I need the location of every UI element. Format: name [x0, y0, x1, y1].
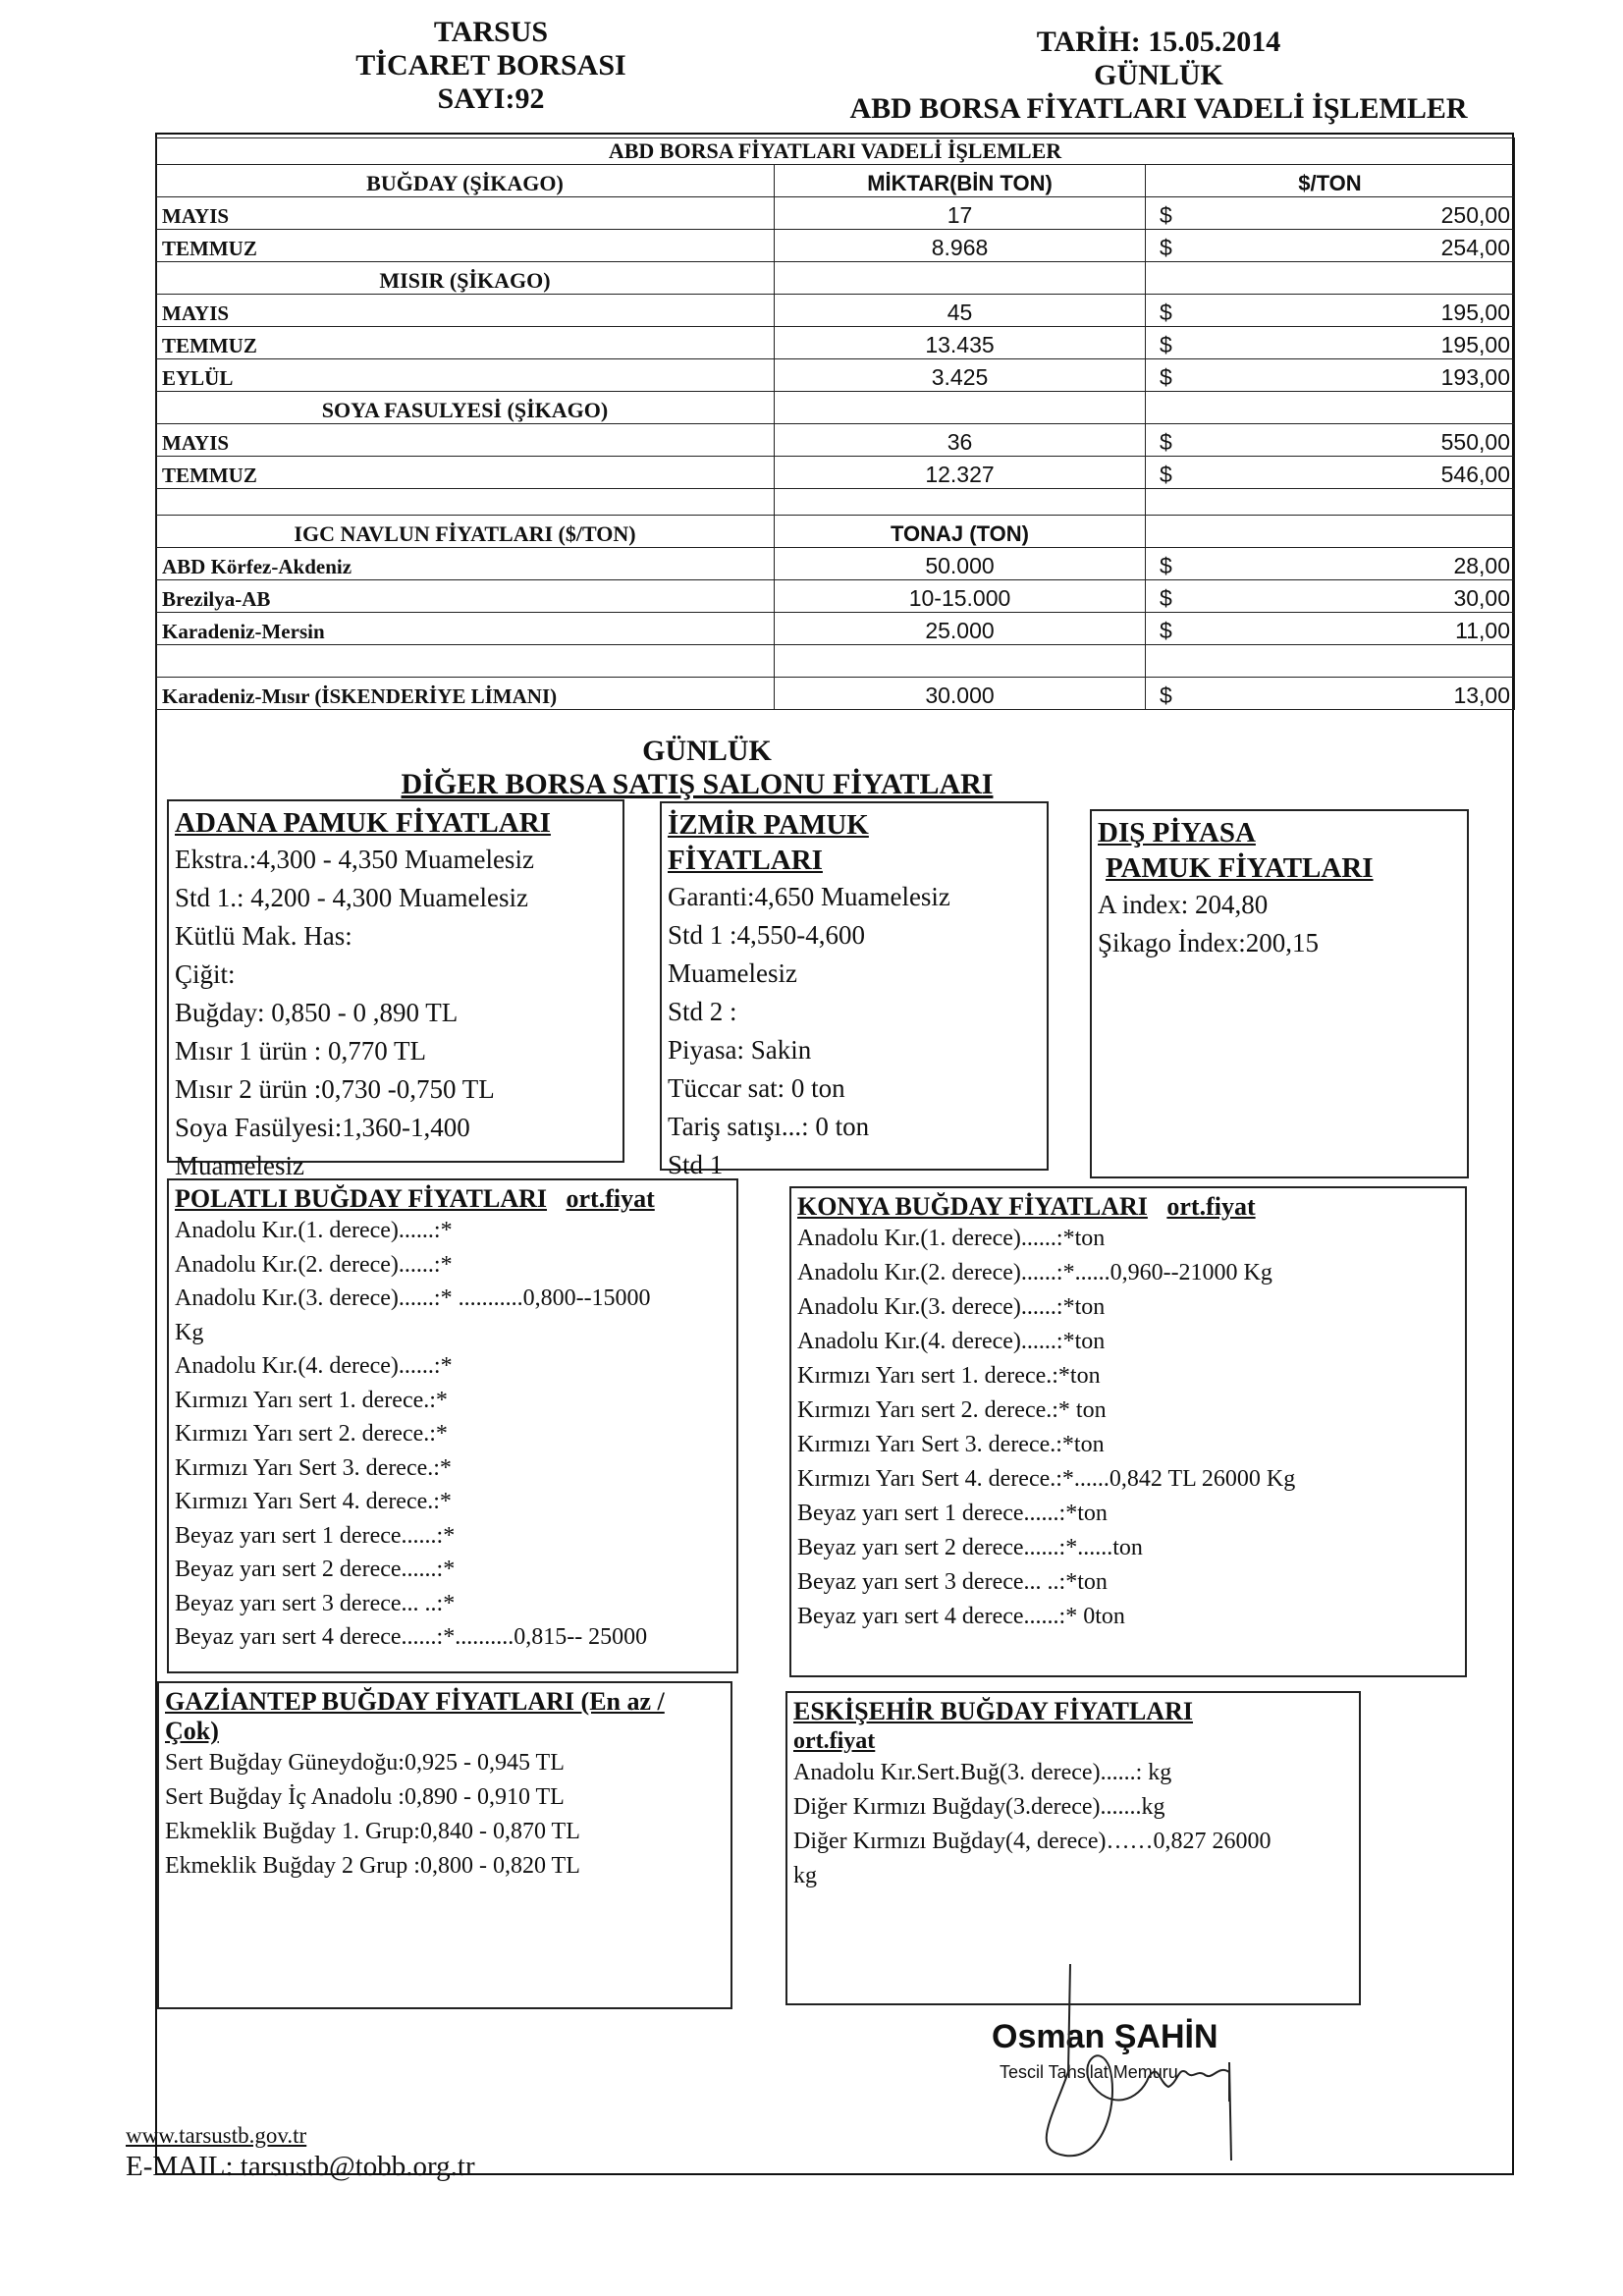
column-header-price: $/TON [1146, 165, 1515, 197]
polatli-header [175, 1184, 730, 1214]
konya-line: Kırmızı Yarı sert 2. derece.:* ton [797, 1397, 1107, 1423]
table-title: ABD BORSA FİYATLARI VADELİ İŞLEMLER [156, 138, 1515, 165]
adana-line: Mısır 1 ürün : 0,770 TL [175, 1036, 426, 1066]
currency: $ [1160, 683, 1172, 708]
date: TARİH: 15.05.2014 [1036, 26, 1281, 58]
price-value: 13,00 [1453, 683, 1510, 708]
polatli-line: Kg [175, 1319, 204, 1345]
polatli-line: Beyaz yarı sert 4 derece......:*..........0,815-- 25000 [175, 1624, 648, 1650]
price-value: 28,00 [1453, 553, 1510, 578]
header-left-line: SAYI:92 [437, 82, 545, 115]
table-row [156, 645, 1515, 678]
signer-title: Tescil Tahsilat Memuru [1000, 2062, 1178, 2082]
empty-cell [1146, 489, 1515, 516]
price-value: 254,00 [1440, 235, 1510, 260]
currency: $ [1160, 429, 1172, 455]
gaziantep-box [157, 1681, 732, 2009]
table-row [156, 424, 1515, 457]
currency: $ [1160, 235, 1172, 260]
adana-line: Ekstra.:4,300 - 4,350 Muamelesiz [175, 845, 534, 874]
konya-line: Kırmızı Yarı Sert 4. derece.:*......0,842 TL 26000 Kg [797, 1466, 1296, 1492]
konya-box [789, 1186, 1467, 1677]
table-row [156, 516, 1515, 548]
header-right [805, 26, 1512, 126]
gunluk-title: GÜNLÜK [642, 735, 772, 767]
polatli-line: Kırmızı Yarı Sert 4. derece.:* [175, 1489, 452, 1514]
empty-cell [775, 489, 1146, 516]
izmir-title: İZMİR PAMUK [668, 809, 869, 841]
konya-line: Anadolu Kır.(2. derece)......:*......0,960--21000 Kg [797, 1260, 1272, 1285]
row-price [1146, 230, 1515, 262]
gaziantep-line: Sert Buğday İç Anadolu :0,890 - 0,910 TL [165, 1784, 565, 1810]
row-amount: 17 [775, 197, 1146, 230]
currency: $ [1160, 364, 1172, 390]
futures-table [155, 137, 1515, 710]
izmir-line: Piyasa: Sakin [668, 1035, 812, 1065]
adana-line: Mısır 2 ürün :0,730 -0,750 TL [175, 1074, 495, 1104]
row-amount: 45 [775, 295, 1146, 327]
izmir-line: Std 1 :4,550-4,600 [668, 920, 866, 950]
konya-note: ort.fiyat [1166, 1192, 1256, 1221]
row-price [1146, 327, 1515, 359]
table-title-row [156, 138, 1515, 165]
empty-cell [775, 262, 1146, 295]
table-row [156, 295, 1515, 327]
row-amount: 30.000 [775, 678, 1146, 710]
diger-borsa-text: DİĞER BORSA SATIŞ SALONU FİYATLARI [401, 768, 994, 800]
currency: $ [1160, 202, 1172, 228]
adana-line: Std 1.: 4,200 - 4,300 Muamelesiz [175, 883, 528, 912]
konya-line: Beyaz yarı sert 1 derece......:*ton [797, 1501, 1108, 1526]
adana-line: Çiğit: [175, 959, 236, 989]
row-label: TEMMUZ [156, 457, 775, 489]
price-value: 193,00 [1440, 364, 1510, 390]
price-value: 195,00 [1440, 300, 1510, 325]
row-amount: 8.968 [775, 230, 1146, 262]
gaziantep-line: Ekmeklik Buğday 1. Grup:0,840 - 0,870 TL [165, 1819, 580, 1844]
header-right-line: ABD BORSA FİYATLARI VADELİ İŞLEMLER [849, 92, 1468, 125]
price-value: 250,00 [1440, 202, 1510, 228]
polatli-line: Anadolu Kır.(1. derece)......:* [175, 1218, 453, 1243]
izmir-line: Tariş satışı...: 0 ton [668, 1112, 870, 1141]
row-amount: 12.327 [775, 457, 1146, 489]
row-label: Karadeniz-Mersin [156, 613, 775, 645]
empty-cell [1146, 516, 1515, 548]
empty-cell [1146, 645, 1515, 678]
table-row [156, 197, 1515, 230]
eskisehir-line: kg [793, 1863, 817, 1888]
izmir-line: Std 1 [668, 1150, 724, 1179]
konya-line: Anadolu Kır.(1. derece)......:*ton [797, 1226, 1106, 1251]
row-label: TEMMUZ [156, 230, 775, 262]
table-row [156, 489, 1515, 516]
empty-cell [775, 392, 1146, 424]
row-amount: 10-15.000 [775, 580, 1146, 613]
konya-line: Kırmızı Yarı sert 1. derece.:*ton [797, 1363, 1101, 1389]
price-value: 550,00 [1440, 429, 1510, 455]
row-price [1146, 548, 1515, 580]
table-row [156, 165, 1515, 197]
currency: $ [1160, 332, 1172, 357]
table-row [156, 230, 1515, 262]
table-row [156, 392, 1515, 424]
dis-line: A index: 204,80 [1098, 890, 1269, 919]
row-amount: 50.000 [775, 548, 1146, 580]
table-row [156, 327, 1515, 359]
gaziantep-title: GAZİANTEP BUĞDAY FİYATLARI (En az / [165, 1687, 665, 1716]
dis-line: Şikago İndex:200,15 [1098, 928, 1319, 957]
row-price [1146, 295, 1515, 327]
konya-line: Anadolu Kır.(4. derece)......:*ton [797, 1329, 1106, 1354]
empty-cell [1146, 262, 1515, 295]
column-header-miktar: MİKTAR(BİN TON) [775, 165, 1146, 197]
section-title: BUĞDAY (ŞİKAGO) [156, 165, 775, 197]
currency: $ [1160, 618, 1172, 643]
dis-title: PAMUK FİYATLARI [1106, 852, 1374, 884]
currency: $ [1160, 585, 1172, 611]
polatli-title: POLATLI BUĞDAY FİYATLARI [175, 1184, 548, 1213]
polatli-line: Beyaz yarı sert 2 derece......:* [175, 1557, 456, 1582]
row-label: MAYIS [156, 424, 775, 457]
section-title: IGC NAVLUN FİYATLARI ($/TON) [156, 516, 775, 548]
row-amount: 3.425 [775, 359, 1146, 392]
row-label: MAYIS [156, 295, 775, 327]
price-value: 11,00 [1455, 618, 1510, 643]
eskisehir-line: Diğer Kırmızı Buğday(3.derece).......kg [793, 1794, 1165, 1820]
row-amount: 36 [775, 424, 1146, 457]
table-row [156, 580, 1515, 613]
empty-cell [156, 489, 775, 516]
gaziantep-title: Çok) [165, 1717, 219, 1745]
row-amount: 25.000 [775, 613, 1146, 645]
eskisehir-title: ESKİŞEHİR BUĞDAY FİYATLARI [793, 1697, 1193, 1725]
gaziantep-line: Ekmeklik Buğday 2 Grup :0,800 - 0,820 TL [165, 1853, 580, 1879]
row-label: MAYIS [156, 197, 775, 230]
table-row [156, 613, 1515, 645]
section-title: SOYA FASULYESİ (ŞİKAGO) [156, 392, 775, 424]
table-row [156, 457, 1515, 489]
izmir-line: Tüccar sat: 0 ton [668, 1073, 845, 1103]
adana-box [167, 799, 624, 1180]
row-label: EYLÜL [156, 359, 775, 392]
footer-web[interactable]: www.tarsustb.gov.tr [126, 2123, 307, 2148]
table-row [156, 548, 1515, 580]
currency: $ [1160, 462, 1172, 487]
polatli-line: Anadolu Kır.(4. derece)......:* [175, 1353, 453, 1379]
price-value: 30,00 [1453, 585, 1510, 611]
row-label: ABD Körfez-Akdeniz [156, 548, 775, 580]
row-label: TEMMUZ [156, 327, 775, 359]
adana-line: Buğday: 0,850 - 0 ,890 TL [175, 998, 459, 1027]
row-price [1146, 613, 1515, 645]
price-value: 546,00 [1440, 462, 1510, 487]
konya-line: Kırmızı Yarı Sert 3. derece.:*ton [797, 1432, 1105, 1457]
polatli-line: Kırmızı Yarı sert 1. derece.:* [175, 1387, 448, 1413]
row-price [1146, 424, 1515, 457]
konya-line: Anadolu Kır.(3. derece)......:*ton [797, 1294, 1106, 1320]
adana-line: Muamelesiz [175, 1151, 304, 1180]
signature-scribble [1011, 1954, 1257, 2170]
izmir-line: Muamelesiz [668, 958, 797, 988]
signer-name: Osman ŞAHİN [992, 2018, 1218, 2055]
empty-cell [1146, 392, 1515, 424]
polatli-line: Anadolu Kır.(2. derece)......:* [175, 1251, 453, 1278]
konya-header [797, 1192, 1459, 1222]
polatli-line: Kırmızı Yarı sert 2. derece.:* [175, 1421, 448, 1447]
konya-line: Beyaz yarı sert 2 derece......:*......ton [797, 1535, 1143, 1560]
polatli-box [167, 1178, 738, 1673]
eskisehir-line: Diğer Kırmızı Buğday(4, derece)……0,827 26000 [793, 1829, 1271, 1854]
row-amount: 13.435 [775, 327, 1146, 359]
row-price [1146, 678, 1515, 710]
row-price [1146, 457, 1515, 489]
section-title: MISIR (ŞİKAGO) [156, 262, 775, 295]
konya-line: Beyaz yarı sert 3 derece... ..:*ton [797, 1569, 1108, 1595]
footer-email[interactable]: E-MAIL: tarsustb@tobb.org.tr [126, 2151, 475, 2182]
polatli-note: ort.fiyat [566, 1184, 655, 1213]
eskisehir-line: Anadolu Kır.Sert.Buğ(3. derece)......: kg [793, 1760, 1172, 1785]
izmir-box [660, 801, 1049, 1179]
header-left-line: TİCARET BORSASI [355, 49, 626, 82]
polatli-line: Anadolu Kır.(3. derece)......:* ...........0,800--15000 [175, 1285, 651, 1311]
currency: $ [1160, 553, 1172, 578]
polatli-line: Kırmızı Yarı Sert 3. derece.:* [175, 1454, 452, 1481]
dis-title: DIŞ PİYASA [1098, 817, 1256, 848]
table-row [156, 359, 1515, 392]
polatli-line: Beyaz yarı sert 3 derece... ..:* [175, 1590, 456, 1616]
column-header-tonaj: TONAJ (TON) [775, 516, 1146, 548]
currency: $ [1160, 300, 1172, 325]
diger-borsa-title [275, 768, 1119, 801]
header-left [285, 16, 697, 116]
table-row [156, 678, 1515, 710]
konya-line: Beyaz yarı sert 4 derece......:* 0ton [797, 1604, 1125, 1629]
header-left-line: TARSUS [433, 16, 549, 48]
row-label: Karadeniz-Mısır (İSKENDERİYE LİMANI) [156, 678, 775, 710]
table-row [156, 262, 1515, 295]
adana-line: Soya Fasülyesi:1,360-1,400 [175, 1113, 470, 1142]
header-right-line: GÜNLÜK [1094, 59, 1223, 91]
izmir-line: Garanti:4,650 Muamelesiz [668, 882, 950, 911]
adana-title: ADANA PAMUK FİYATLARI [175, 807, 551, 839]
empty-cell [775, 645, 1146, 678]
dis-piyasa-box [1090, 809, 1469, 1178]
row-price [1146, 197, 1515, 230]
row-price [1146, 359, 1515, 392]
gaziantep-line: Sert Buğday Güneydoğu:0,925 - 0,945 TL [165, 1750, 565, 1776]
row-price [1146, 580, 1515, 613]
konya-title: KONYA BUĞDAY FİYATLARI [797, 1192, 1148, 1221]
price-value: 195,00 [1440, 332, 1510, 357]
izmir-title: FİYATLARI [668, 845, 823, 876]
row-label: Brezilya-AB [156, 580, 775, 613]
empty-cell [156, 645, 775, 678]
eskisehir-note: ort.fiyat [793, 1728, 876, 1754]
izmir-line: Std 2 : [668, 997, 737, 1026]
polatli-line: Beyaz yarı sert 1 derece......:* [175, 1522, 456, 1549]
adana-line: Kütlü Mak. Has: [175, 921, 352, 951]
